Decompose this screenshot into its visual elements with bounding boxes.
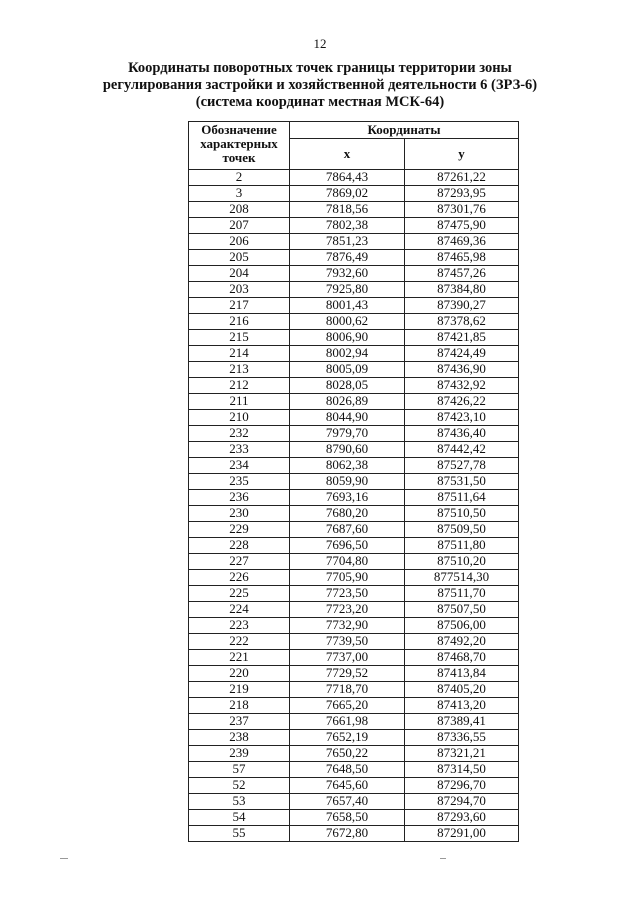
point-id-cell: 230 — [189, 506, 290, 522]
x-coordinate-cell: 7723,50 — [290, 586, 405, 602]
y-coordinate-cell: 87426,22 — [405, 394, 519, 410]
y-coordinate-cell: 87390,27 — [405, 298, 519, 314]
y-coordinate-cell: 87261,22 — [405, 170, 519, 186]
point-id-cell: 213 — [189, 362, 290, 378]
x-coordinate-cell: 8062,38 — [290, 458, 405, 474]
point-header-line-2: характерных — [200, 136, 278, 151]
y-coordinate-cell: 877514,30 — [405, 570, 519, 586]
y-coordinate-cell: 87296,70 — [405, 778, 519, 794]
point-id-cell: 235 — [189, 474, 290, 490]
y-coordinate-cell: 87301,76 — [405, 202, 519, 218]
table-row — [189, 410, 519, 426]
point-id-cell: 217 — [189, 298, 290, 314]
table-row — [189, 378, 519, 394]
x-column-header: x — [290, 139, 405, 170]
point-id-cell: 204 — [189, 266, 290, 282]
scan-artifact-left — [60, 858, 68, 859]
table-row — [189, 794, 519, 810]
y-coordinate-cell: 87465,98 — [405, 250, 519, 266]
table-row — [189, 442, 519, 458]
page-number: 12 — [313, 36, 327, 51]
point-id-cell: 55 — [189, 826, 290, 842]
point-id-cell: 220 — [189, 666, 290, 682]
point-designation-header — [189, 122, 290, 170]
table-row — [189, 218, 519, 234]
table-row — [189, 170, 519, 186]
x-coordinate-cell: 8059,90 — [290, 474, 405, 490]
table-row — [189, 698, 519, 714]
point-id-cell: 52 — [189, 778, 290, 794]
y-coordinate-cell: 87511,70 — [405, 586, 519, 602]
point-id-cell: 203 — [189, 282, 290, 298]
point-id-cell: 218 — [189, 698, 290, 714]
table-row — [189, 330, 519, 346]
y-column-header: y — [405, 139, 519, 170]
y-coordinate-cell: 87294,70 — [405, 794, 519, 810]
point-id-cell: 205 — [189, 250, 290, 266]
table-row — [189, 314, 519, 330]
table-row — [189, 266, 519, 282]
x-coordinate-cell: 7672,80 — [290, 826, 405, 842]
y-coordinate-cell: 87405,20 — [405, 682, 519, 698]
point-id-cell: 227 — [189, 554, 290, 570]
y-coordinate-cell: 87492,20 — [405, 634, 519, 650]
point-id-cell: 234 — [189, 458, 290, 474]
table-row — [189, 506, 519, 522]
point-header-line-1: Обозначение — [201, 122, 277, 137]
coordinates-header: Координаты — [290, 122, 519, 139]
y-coordinate-cell: 87321,21 — [405, 746, 519, 762]
point-id-cell: 210 — [189, 410, 290, 426]
point-id-cell: 238 — [189, 730, 290, 746]
table-row — [189, 682, 519, 698]
point-id-cell: 239 — [189, 746, 290, 762]
table-row — [189, 826, 519, 842]
x-coordinate-cell: 7979,70 — [290, 426, 405, 442]
x-coordinate-cell: 7704,80 — [290, 554, 405, 570]
point-id-cell: 224 — [189, 602, 290, 618]
y-coordinate-cell: 87511,80 — [405, 538, 519, 554]
document-title — [40, 60, 600, 111]
table-row — [189, 714, 519, 730]
scan-artifact-right — [440, 858, 446, 859]
point-id-cell: 211 — [189, 394, 290, 410]
table-row — [189, 426, 519, 442]
table-row — [189, 282, 519, 298]
point-id-cell: 237 — [189, 714, 290, 730]
table-row — [189, 778, 519, 794]
x-coordinate-cell: 7705,90 — [290, 570, 405, 586]
y-coordinate-cell: 87531,50 — [405, 474, 519, 490]
x-coordinate-cell: 7652,19 — [290, 730, 405, 746]
y-coordinate-cell: 87510,50 — [405, 506, 519, 522]
x-coordinate-cell: 7925,80 — [290, 282, 405, 298]
y-coordinate-cell: 87469,36 — [405, 234, 519, 250]
table-row — [189, 522, 519, 538]
point-header-line-3: точек — [222, 150, 256, 165]
title-line-2: регулирования застройки и хозяйственной деятельности 6 (ЗРЗ-6) — [102, 77, 538, 93]
x-coordinate-cell: 7739,50 — [290, 634, 405, 650]
y-coordinate-cell: 87511,64 — [405, 490, 519, 506]
x-coordinate-cell: 8005,09 — [290, 362, 405, 378]
x-coordinate-cell: 7693,16 — [290, 490, 405, 506]
x-coordinate-cell: 7650,22 — [290, 746, 405, 762]
x-coordinate-cell: 8001,43 — [290, 298, 405, 314]
y-coordinate-cell: 87291,00 — [405, 826, 519, 842]
table-row — [189, 666, 519, 682]
y-coordinate-cell: 87424,49 — [405, 346, 519, 362]
x-coordinate-cell: 7665,20 — [290, 698, 405, 714]
table-row — [189, 490, 519, 506]
table-row — [189, 458, 519, 474]
point-id-cell: 207 — [189, 218, 290, 234]
table-row — [189, 634, 519, 650]
y-coordinate-cell: 87432,92 — [405, 378, 519, 394]
coordinates-table — [188, 121, 519, 842]
x-coordinate-cell: 7864,43 — [290, 170, 405, 186]
table-row — [189, 298, 519, 314]
x-coordinate-cell: 8026,89 — [290, 394, 405, 410]
table-row — [189, 762, 519, 778]
x-coordinate-cell: 7818,56 — [290, 202, 405, 218]
x-coordinate-cell: 7658,50 — [290, 810, 405, 826]
table-row — [189, 570, 519, 586]
x-coordinate-cell: 7876,49 — [290, 250, 405, 266]
table-row — [189, 746, 519, 762]
x-coordinate-cell: 7680,20 — [290, 506, 405, 522]
y-coordinate-cell: 87421,85 — [405, 330, 519, 346]
y-coordinate-cell: 87442,42 — [405, 442, 519, 458]
point-id-cell: 57 — [189, 762, 290, 778]
y-coordinate-cell: 87293,95 — [405, 186, 519, 202]
y-coordinate-cell: 87413,84 — [405, 666, 519, 682]
y-coordinate-cell: 87436,40 — [405, 426, 519, 442]
x-coordinate-cell: 7696,50 — [290, 538, 405, 554]
table-row — [189, 650, 519, 666]
table-row — [189, 202, 519, 218]
point-id-cell: 54 — [189, 810, 290, 826]
y-coordinate-cell: 87413,20 — [405, 698, 519, 714]
y-coordinate-cell: 87475,90 — [405, 218, 519, 234]
x-coordinate-cell: 8044,90 — [290, 410, 405, 426]
x-coordinate-cell: 8000,62 — [290, 314, 405, 330]
table-row — [189, 602, 519, 618]
x-coordinate-cell: 7718,70 — [290, 682, 405, 698]
point-id-cell: 222 — [189, 634, 290, 650]
table-row — [189, 474, 519, 490]
x-coordinate-cell: 7869,02 — [290, 186, 405, 202]
x-coordinate-cell: 7657,40 — [290, 794, 405, 810]
x-coordinate-cell: 8790,60 — [290, 442, 405, 458]
point-id-cell: 228 — [189, 538, 290, 554]
table-row — [189, 586, 519, 602]
x-coordinate-cell: 7932,60 — [290, 266, 405, 282]
x-coordinate-cell: 7851,23 — [290, 234, 405, 250]
point-id-cell: 215 — [189, 330, 290, 346]
y-coordinate-cell: 87423,10 — [405, 410, 519, 426]
point-id-cell: 232 — [189, 426, 290, 442]
point-id-cell: 2 — [189, 170, 290, 186]
table-row — [189, 250, 519, 266]
table-row — [189, 362, 519, 378]
x-coordinate-cell: 7729,52 — [290, 666, 405, 682]
x-coordinate-cell: 7648,50 — [290, 762, 405, 778]
point-id-cell: 233 — [189, 442, 290, 458]
point-id-cell: 229 — [189, 522, 290, 538]
y-coordinate-cell: 87378,62 — [405, 314, 519, 330]
y-coordinate-cell: 87457,26 — [405, 266, 519, 282]
table-row — [189, 554, 519, 570]
point-id-cell: 221 — [189, 650, 290, 666]
x-coordinate-cell: 8028,05 — [290, 378, 405, 394]
x-coordinate-cell: 7737,00 — [290, 650, 405, 666]
point-id-cell: 3 — [189, 186, 290, 202]
y-coordinate-cell: 87384,80 — [405, 282, 519, 298]
coordinates-table-body — [189, 170, 519, 842]
y-coordinate-cell: 87509,50 — [405, 522, 519, 538]
table-row — [189, 394, 519, 410]
point-id-cell: 226 — [189, 570, 290, 586]
y-coordinate-cell: 87336,55 — [405, 730, 519, 746]
title-line-1: Координаты поворотных точек границы территории зоны — [128, 60, 512, 76]
y-coordinate-cell: 87506,00 — [405, 618, 519, 634]
y-coordinate-cell: 87389,41 — [405, 714, 519, 730]
x-coordinate-cell: 8002,94 — [290, 346, 405, 362]
point-id-cell: 208 — [189, 202, 290, 218]
x-coordinate-cell: 7645,60 — [290, 778, 405, 794]
point-id-cell: 225 — [189, 586, 290, 602]
table-row — [189, 538, 519, 554]
point-id-cell: 206 — [189, 234, 290, 250]
point-id-cell: 212 — [189, 378, 290, 394]
point-id-cell: 214 — [189, 346, 290, 362]
y-coordinate-cell: 87293,60 — [405, 810, 519, 826]
x-coordinate-cell: 7661,98 — [290, 714, 405, 730]
x-coordinate-cell: 7802,38 — [290, 218, 405, 234]
table-row — [189, 618, 519, 634]
table-row — [189, 730, 519, 746]
x-coordinate-cell: 7723,20 — [290, 602, 405, 618]
title-line-3: (система координат местная МСК-64) — [195, 94, 445, 110]
y-coordinate-cell: 87527,78 — [405, 458, 519, 474]
x-coordinate-cell: 7732,90 — [290, 618, 405, 634]
y-coordinate-cell: 87436,90 — [405, 362, 519, 378]
point-id-cell: 236 — [189, 490, 290, 506]
table-row — [189, 234, 519, 250]
y-coordinate-cell: 87468,70 — [405, 650, 519, 666]
x-coordinate-cell: 8006,90 — [290, 330, 405, 346]
point-id-cell: 216 — [189, 314, 290, 330]
table-row — [189, 810, 519, 826]
y-coordinate-cell: 87507,50 — [405, 602, 519, 618]
point-id-cell: 223 — [189, 618, 290, 634]
x-coordinate-cell: 7687,60 — [290, 522, 405, 538]
y-coordinate-cell: 87510,20 — [405, 554, 519, 570]
point-id-cell: 219 — [189, 682, 290, 698]
table-row — [189, 346, 519, 362]
table-row — [189, 186, 519, 202]
point-id-cell: 53 — [189, 794, 290, 810]
y-coordinate-cell: 87314,50 — [405, 762, 519, 778]
